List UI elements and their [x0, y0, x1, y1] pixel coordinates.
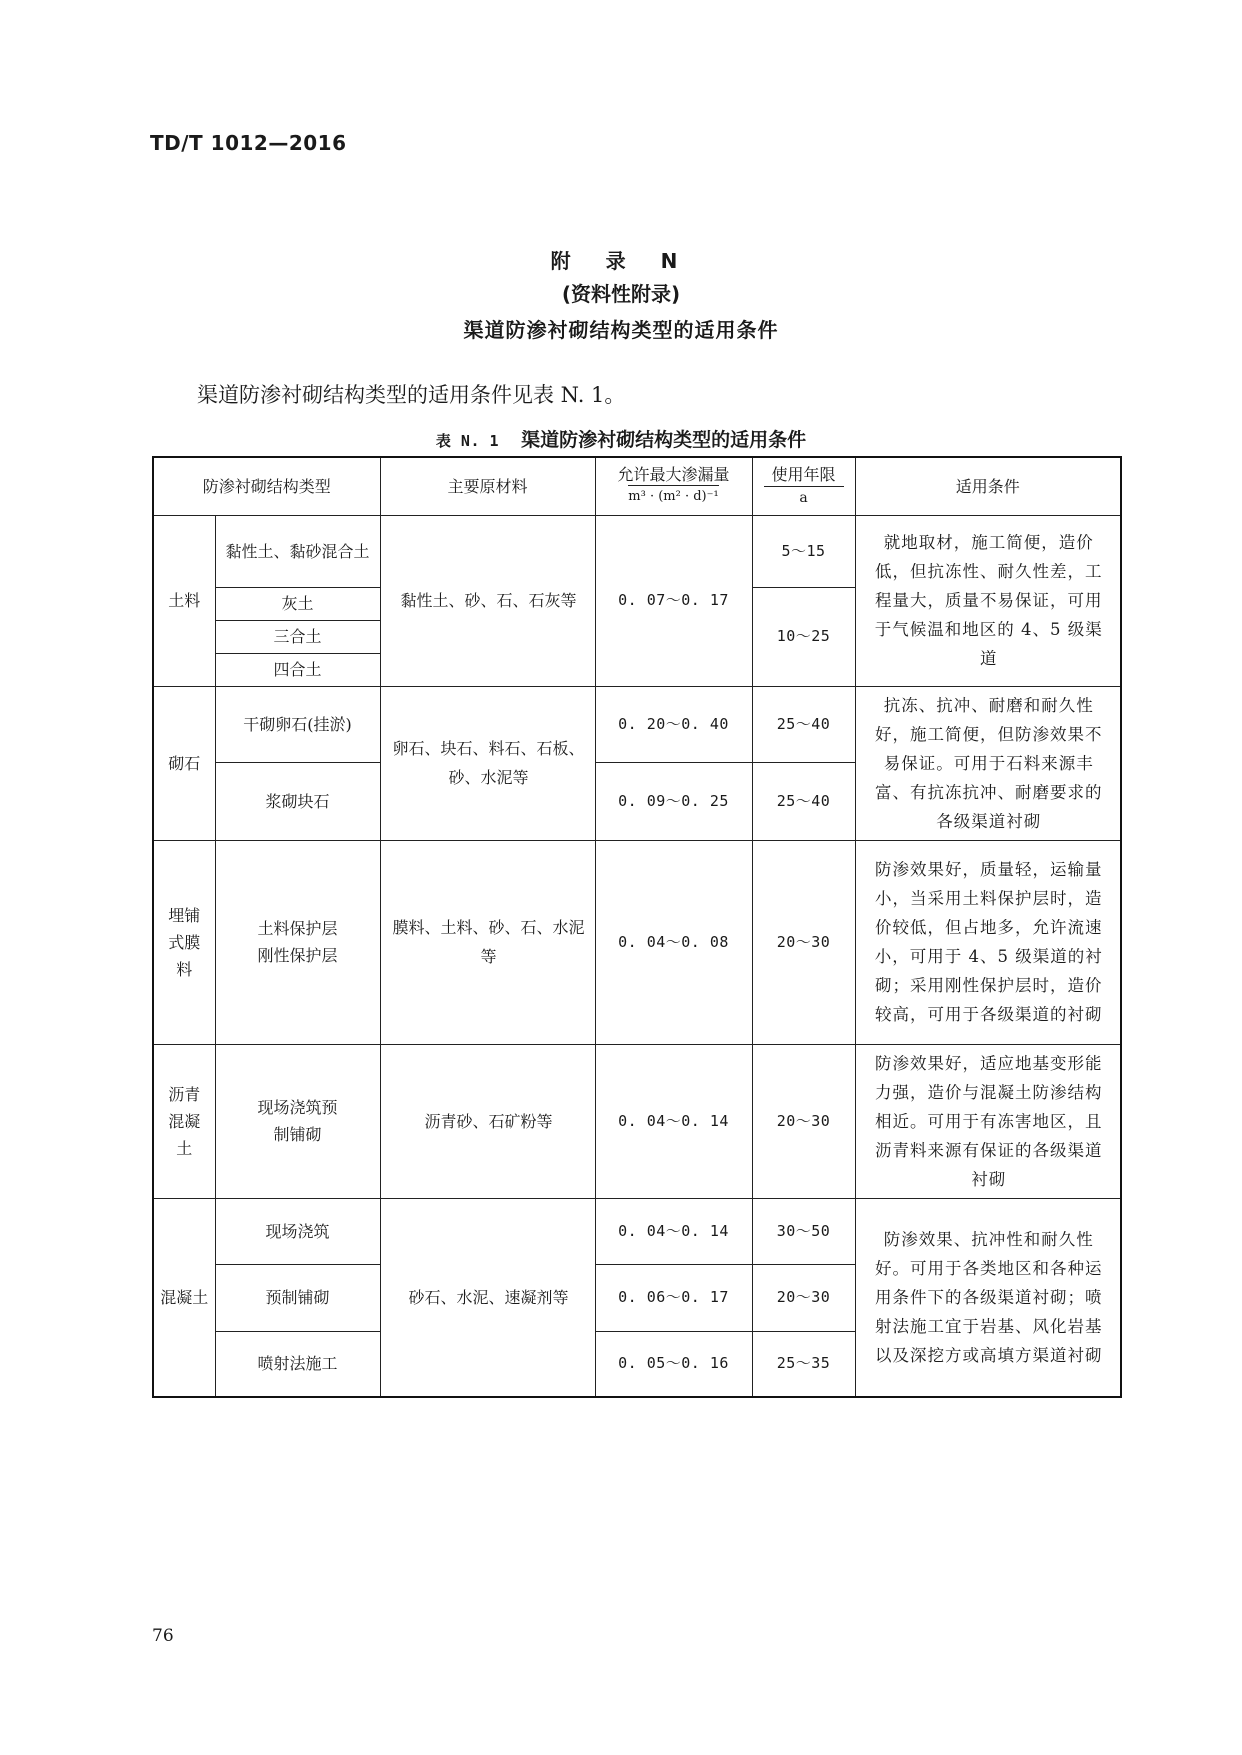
subtype-cell: 现场浇筑 [215, 1198, 380, 1264]
subtype-cell: 灰土 [215, 587, 380, 620]
category-cell: 混凝土 [153, 1198, 215, 1397]
category-cell: 埋铺式膜料 [153, 840, 215, 1044]
material-cell: 砂石、水泥、速凝剂等 [380, 1198, 595, 1397]
table-number: 表 N. 1 [435, 432, 500, 450]
header-life-unit: a [764, 486, 844, 509]
rate-cell: 0. 04～0. 14 [595, 1198, 752, 1264]
condition-cell: 防渗效果好，质量轻，运输量小，当采用土料保护层时，造价较低，但占地多，允许流速小，可用于 4、5 级渠道的衬砌；采用刚性保护层时，造价较高，可用于各级渠道的衬砌 [855, 840, 1121, 1044]
life-cell: 20～30 [752, 1264, 855, 1331]
condition-cell: 抗冻、抗冲、耐磨和耐久性好，施工简便，但防渗效果不易保证。可用于石料来源丰富、有抗冻抗冲、耐磨要求的各级渠道衬砌 [855, 686, 1121, 840]
intro-paragraph: 渠道防渗衬砌结构类型的适用条件见表 N. 1。 [197, 383, 626, 407]
header-rate-label: 允许最大渗漏量 [617, 465, 730, 485]
life-cell: 20～30 [752, 1044, 855, 1198]
life-cell: 25～40 [752, 686, 855, 762]
table-caption [0, 425, 1242, 452]
header-rate-unit: m³ · (m² · d)⁻¹ [628, 485, 718, 507]
header-material: 主要原材料 [380, 457, 595, 515]
life-cell: 20～30 [752, 840, 855, 1044]
page-number: 76 [152, 1626, 174, 1646]
subtype-cell: 四合土 [215, 653, 380, 686]
rate-cell: 0. 04～0. 08 [595, 840, 752, 1044]
rate-cell: 0. 07～0. 17 [595, 515, 752, 686]
material-cell: 膜料、土料、砂、石、水泥等 [380, 840, 595, 1044]
subtype-cell: 浆砌块石 [215, 762, 380, 840]
appendix-title: 附 录 N [550, 249, 692, 273]
subtype-cell: 预制铺砌 [215, 1264, 380, 1331]
table-header-row [153, 457, 1121, 515]
condition-cell: 防渗效果好，适应地基变形能力强，造价与混凝土防渗结构相近。可用于有冻害地区，且沥青料来源有保证的各级渠道衬砌 [855, 1044, 1121, 1198]
material-cell: 黏性土、砂、石、石灰等 [380, 515, 595, 686]
condition-cell: 就地取材，施工简便，造价低，但抗冻性、耐久性差，工程量大，质量不易保证，可用于气候温和地区的 4、5 级渠道 [855, 515, 1121, 686]
lining-types-table [152, 456, 1122, 1398]
table-row [153, 1044, 1121, 1198]
rate-cell: 0. 04～0. 14 [595, 1044, 752, 1198]
category-cell: 砌石 [153, 686, 215, 840]
life-cell: 10～25 [752, 587, 855, 686]
life-cell: 25～40 [752, 762, 855, 840]
header-type: 防渗衬砌结构类型 [153, 457, 380, 515]
life-cell: 30～50 [752, 1198, 855, 1264]
condition-cell: 防渗效果、抗冲性和耐久性好。可用于各类地区和各种运用条件下的各级渠道衬砌；喷射法施工宜于岩基、风化岩基以及深挖方或高填方渠道衬砌 [855, 1198, 1121, 1397]
header-life [752, 457, 855, 515]
table-title: 渠道防渗衬砌结构类型的适用条件 [521, 429, 807, 451]
subtype-cell: 干砌卵石(挂淤) [215, 686, 380, 762]
header-condition: 适用条件 [855, 457, 1121, 515]
subtype-cell: 现场浇筑预制铺砌 [215, 1044, 380, 1198]
appendix-type: (资料性附录) [561, 282, 681, 306]
category-cell: 土料 [153, 515, 215, 686]
appendix-heading: 渠道防渗衬砌结构类型的适用条件 [463, 318, 779, 342]
rate-cell: 0. 06～0. 17 [595, 1264, 752, 1331]
subtype-cell: 黏性土、黏砂混合土 [215, 515, 380, 587]
header-rate [595, 457, 752, 515]
material-cell: 沥青砂、石矿粉等 [380, 1044, 595, 1198]
life-cell: 25～35 [752, 1331, 855, 1397]
subtype-cell: 三合土 [215, 620, 380, 653]
subtype-cell: 喷射法施工 [215, 1331, 380, 1397]
rate-cell: 0. 09～0. 25 [595, 762, 752, 840]
table-row [153, 686, 1121, 762]
subtype-cell: 土料保护层刚性保护层 [215, 840, 380, 1044]
document-code: TD/T 1012—2016 [150, 131, 347, 155]
table-row [153, 840, 1121, 1044]
life-cell: 5～15 [752, 515, 855, 587]
material-cell: 卵石、块石、料石、石板、砂、水泥等 [380, 686, 595, 840]
table-row [153, 515, 1121, 587]
category-cell: 沥青混凝土 [153, 1044, 215, 1198]
table-row [153, 1198, 1121, 1264]
header-life-label: 使用年限 [771, 464, 836, 484]
rate-cell: 0. 05～0. 16 [595, 1331, 752, 1397]
rate-cell: 0. 20～0. 40 [595, 686, 752, 762]
